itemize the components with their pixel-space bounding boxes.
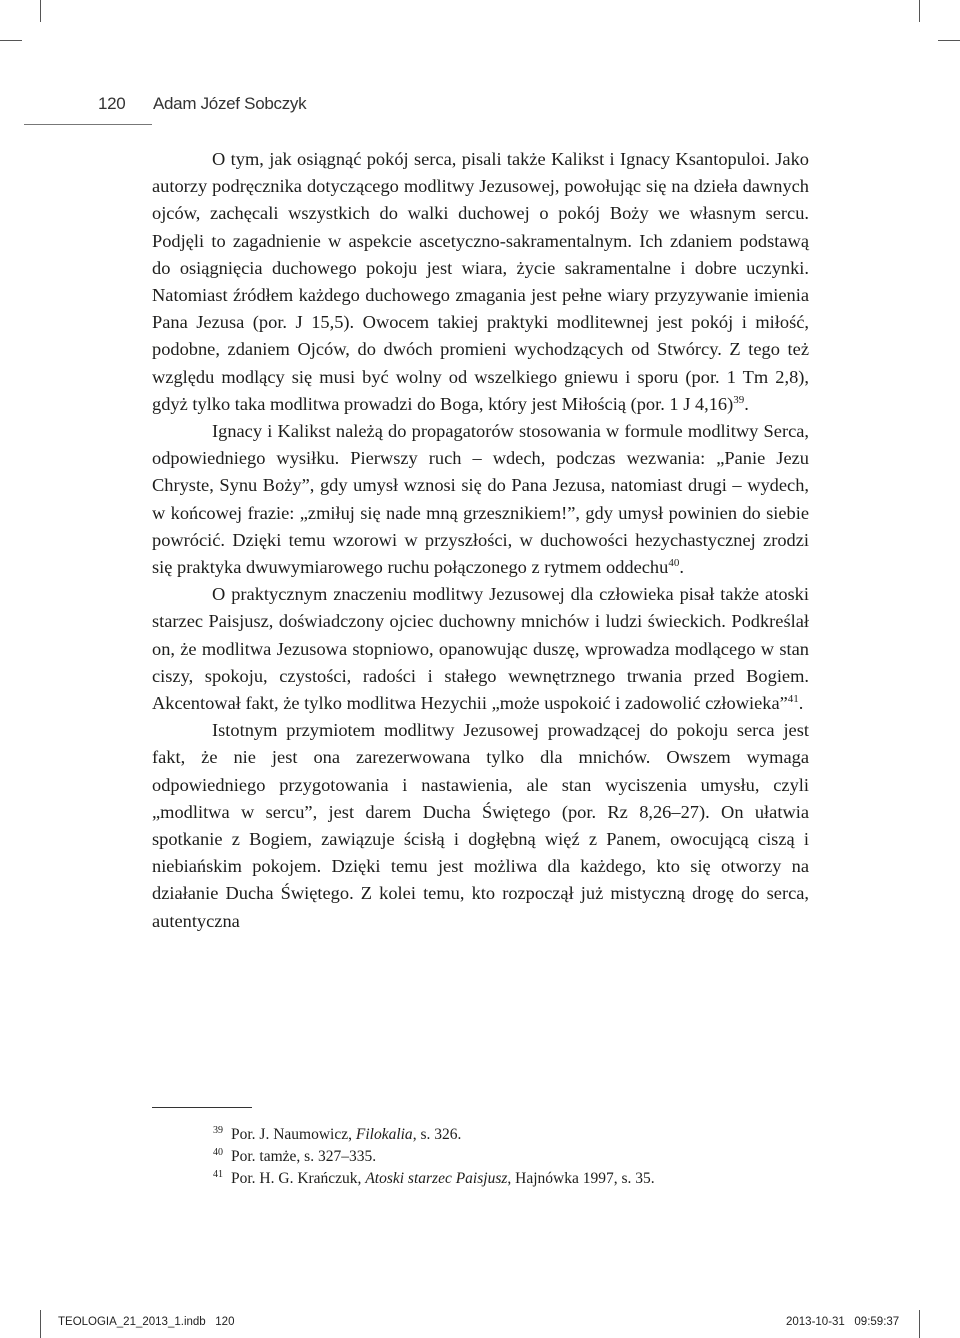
footnote-text: Por. tamże, s. 327–335.	[231, 1148, 377, 1165]
footnote	[213, 1124, 773, 1146]
footnote-ref-41: 41	[787, 693, 799, 706]
paragraph-1-end: .	[744, 393, 749, 414]
paragraph-2	[152, 418, 809, 581]
paragraph-1	[152, 146, 809, 418]
crop-mark-bottom-right	[919, 1310, 920, 1338]
crop-mark-top-left-h	[0, 40, 22, 41]
paragraph-3-text: O praktycznym znaczeniu modlitwy Jezusowej dla człowieka pisał także atoski starzec Paisjusz, doświadczony ojciec duchowny mnichów i ludzi świeckich. Podkreślał on, że modlitwa Jezusowa stopniowo, opanowując duszę, wprowadza modlącego w stan ciszy, spokoju, czystości, radości i stałego wewnętrznego trwania przed Bogiem. Akcentował fakt, że tylko modlitwa Hezychii „może uspokoić i zadowolić człowieka”	[152, 584, 809, 714]
crop-mark-top-right-h	[938, 40, 960, 41]
header-rule	[24, 124, 152, 125]
paragraph-1-text: O tym, jak osiągnąć pokój serca, pisali także Kalikst i Ignacy Ksantopuloi. Jako autorzy podręcznika dotyczącego modlitwy Jezusowej, powołując się na dzieła dawnych ojców, zachęcali wszystkich do walki duchowej o pokój Boży we własnym sercu. Podjęli to zagadnienie w aspekcie ascetyczno-sakramentalnym. Ich zdaniem podstawą do osiągnięcia duchowego pokoju jest wiara, życie sakramentalne i dobre uczynki. Natomiast źródłem każdego duchowego zmagania jest pełne wiary przyzywanie imienia Pana Jezusa (por. J 15,5). Owocem takiej praktyki modlitewnej jest pokój i miłość, podobne, zdaniem Ojców, do dwóch promieni wychodzących od Stwórcy. Z tego też względu modlący się musi być wolny od wszelkiego gniewu i sporu (por. 1 Tm 2,8), gdyż tylko taka modlitwa prowadzi do Boga, który jest Miłością (por. 1 J 4,16)	[152, 149, 809, 414]
footnote	[213, 1168, 773, 1190]
footnote-text: Por. H. G. Krańczuk,	[231, 1170, 366, 1187]
footnote-number: 41	[213, 1169, 223, 1180]
footnote-title: Atoski starzec Paisjusz	[365, 1170, 508, 1187]
body-text	[152, 146, 809, 935]
paragraph-4-text: Istotnym przymiotem modlitwy Jezusowej prowadzącej do pokoju serca jest fakt, że nie jest ona zarezerwowana tylko dla mnichów. Owszem wymaga odpowiedniego przygotowania i nastawienia, ale stan wyciszenia umysłu, czyli „modlitwa w sercu”, jest darem Ducha Świętego (por. Rz 8,26–27). On ułatwia spotkanie z Bogiem, zawiązuje ścisłą i dogłębną więź z Panem, owocującą ciszą i niebiańskim pokojem. Dzięki temu jest możliwa dla każdego, kto się otworzy na działanie Ducha Świętego. Z kolei temu, kto rozpoczął już mistyczną drogę do serca, autentyczna	[152, 720, 809, 931]
crop-mark-bottom-left	[40, 1310, 41, 1338]
footnote-rule	[152, 1107, 252, 1108]
crop-mark-top-right	[919, 0, 920, 22]
paragraph-2-text: Ignacy i Kalikst należą do propagatorów stosowania w formule modlitwy Serca, odpowiedniego wysiłku. Pierwszy ruch – wdech, podczas wezwania: „Panie Jezu Chryste, Synu Boży”, gdy umysł wznosi się do Pana Jezusa, natomiast drugi – wydech, w końcowej frazie: „zmiłuj się nade mną grzesznikiem!”, gdy umysł powinien do siebie powrócić. Dzięki temu wzorowi w przyszłości, w duchowości hezychastycznej zrodzi się praktyka dwuwymiarowego ruchu połączonego z rytmem oddechu	[152, 421, 809, 578]
footnote-ref-39: 39	[733, 393, 745, 406]
paragraph-4	[152, 717, 809, 935]
footnote-title: Filokalia	[355, 1126, 413, 1143]
footnote	[213, 1146, 773, 1168]
footnote-number: 39	[213, 1125, 223, 1136]
footnote-text-end: , s. 326.	[412, 1126, 462, 1143]
page-number: 120	[98, 94, 126, 113]
paragraph-2-end: .	[679, 557, 684, 578]
paragraph-3	[152, 581, 809, 717]
slug-file: TEOLOGIA_21_2013_1.indb 120	[58, 1316, 235, 1328]
footnote-text: Por. J. Naumowicz,	[231, 1126, 356, 1143]
footnote-text-end: , Hajnówka 1997, s. 35.	[507, 1170, 655, 1187]
paragraph-3-end: .	[798, 693, 804, 714]
slug-timestamp: 2013-10-31 09:59:37	[786, 1316, 900, 1328]
footnotes	[213, 1124, 773, 1190]
running-header	[98, 94, 306, 114]
crop-mark-top-left	[40, 0, 41, 22]
footnote-number: 40	[213, 1147, 223, 1158]
footnote-ref-40: 40	[668, 557, 680, 570]
header-author: Adam Józef Sobczyk	[152, 94, 307, 113]
